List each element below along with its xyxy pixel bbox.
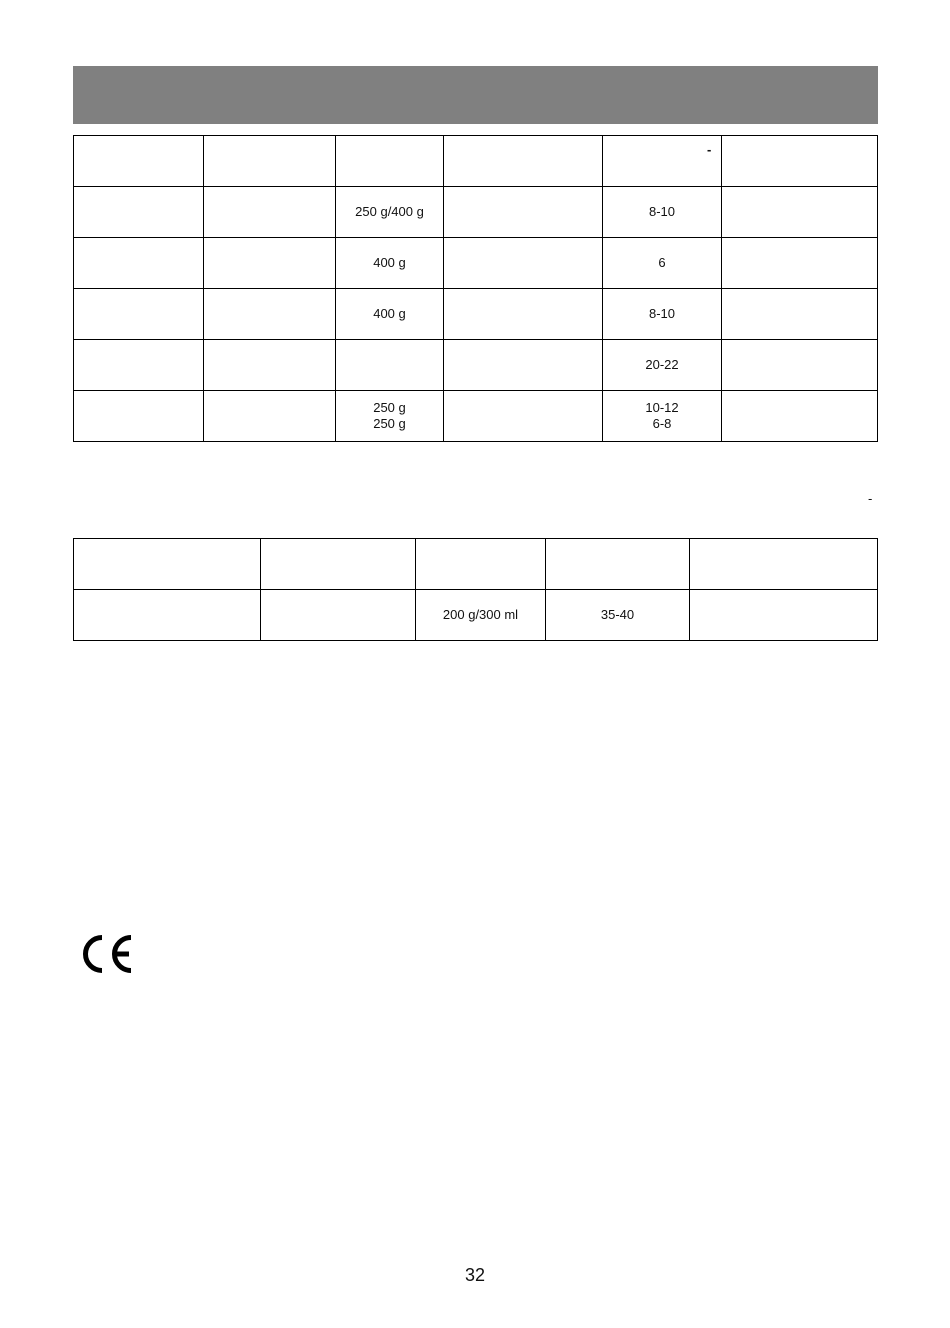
time-cell: 8-10 (603, 187, 722, 238)
table-cell (74, 391, 204, 442)
quantity-cell (336, 340, 444, 391)
table-cell (204, 238, 336, 289)
table-cell (416, 539, 546, 590)
table-cell (261, 539, 416, 590)
table-cell (74, 187, 204, 238)
second-table (73, 538, 878, 641)
table-cell (722, 136, 878, 187)
table-cell (74, 136, 204, 187)
table-cell (444, 187, 603, 238)
header-dash: - (707, 142, 712, 157)
time-cell: 6 (603, 238, 722, 289)
table-cell (722, 187, 878, 238)
table-row (74, 289, 878, 340)
table-cell (204, 136, 336, 187)
table-cell (74, 590, 261, 641)
time-cell: 8-10 (603, 289, 722, 340)
table-cell (204, 340, 336, 391)
table-row (74, 590, 878, 641)
table-cell (690, 539, 878, 590)
table-cell (204, 289, 336, 340)
table-cell (261, 590, 416, 641)
section-header-bar (73, 66, 878, 124)
table-cell (722, 391, 878, 442)
time-cell: 10-12 6-8 (603, 391, 722, 442)
table-cell (204, 391, 336, 442)
table-cell (444, 340, 603, 391)
table-cell (603, 136, 722, 187)
table-cell (444, 391, 603, 442)
table-cell (444, 136, 603, 187)
table-cell (722, 289, 878, 340)
time-cell: 35-40 (546, 590, 690, 641)
table-cell (74, 539, 261, 590)
side-dash: - (868, 491, 873, 506)
quantity-cell: 250 g 250 g (336, 391, 444, 442)
table-cell (336, 136, 444, 187)
table-cell (546, 539, 690, 590)
table-row (74, 391, 878, 442)
table-cell (722, 238, 878, 289)
table-cell (74, 238, 204, 289)
table-row (74, 187, 878, 238)
table-header-row (74, 539, 878, 590)
table-cell (204, 187, 336, 238)
table-cell (74, 289, 204, 340)
table-cell (74, 340, 204, 391)
quantity-cell: 400 g (336, 289, 444, 340)
table-row (74, 340, 878, 391)
ce-mark-icon (80, 934, 134, 974)
page-number: 32 (464, 1265, 486, 1285)
time-cell: 20-22 (603, 340, 722, 391)
table-cell (690, 590, 878, 641)
quantity-cell: 400 g (336, 238, 444, 289)
table-header-row (74, 136, 878, 187)
quantity-cell: 250 g/400 g (336, 187, 444, 238)
table-cell (444, 238, 603, 289)
table-row (74, 238, 878, 289)
table-cell (722, 340, 878, 391)
quantity-cell: 200 g/300 ml (416, 590, 546, 641)
table-cell (444, 289, 603, 340)
processing-table (73, 135, 878, 442)
